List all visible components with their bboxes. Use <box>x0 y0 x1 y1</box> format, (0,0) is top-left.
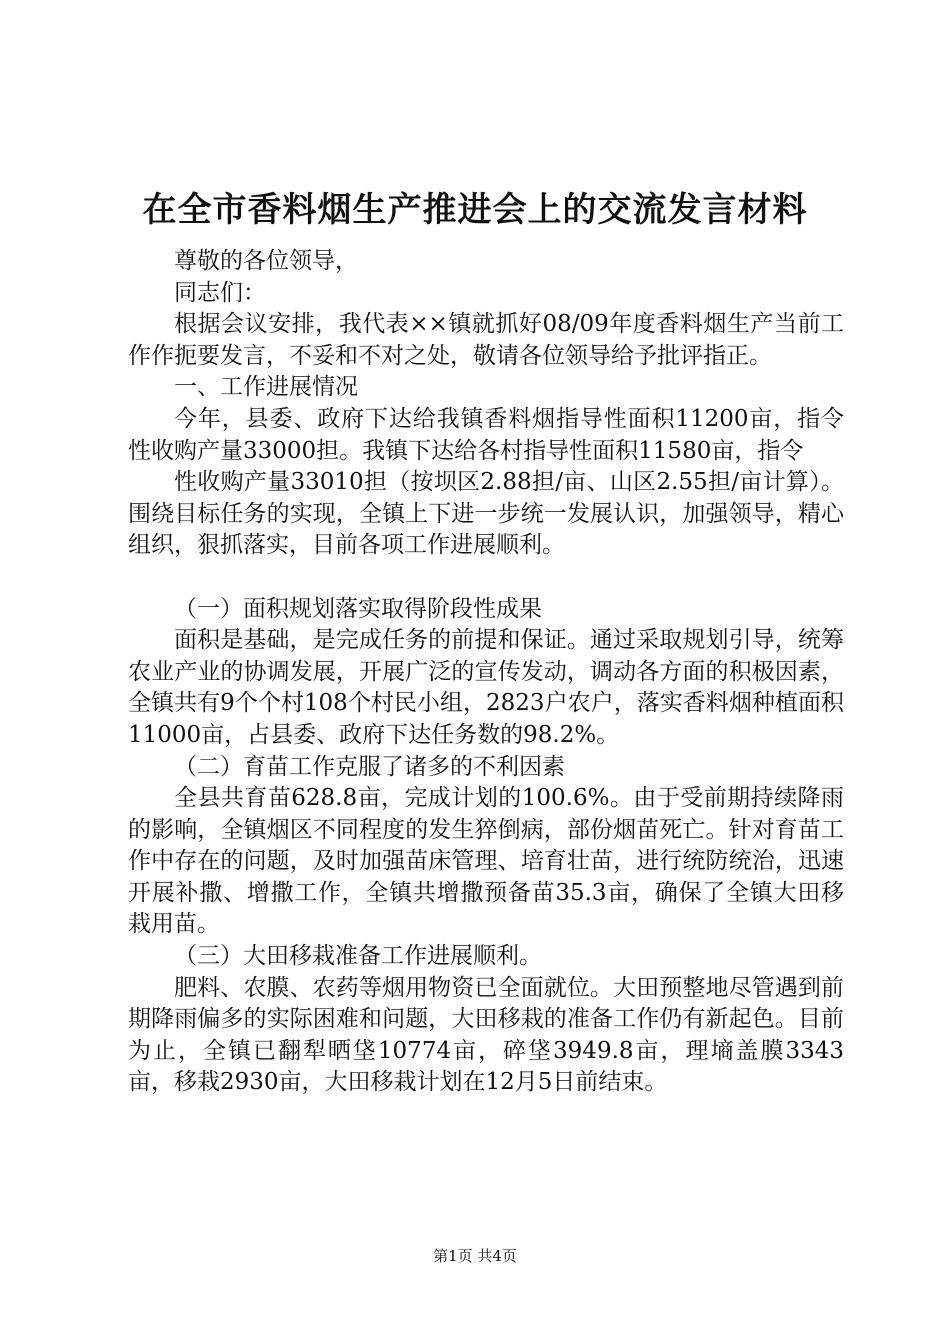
body-paragraph: 今年，县委、政府下达给我镇香料烟指导性面积11200亩，指令性收购产量33000担。我镇下达给各村指导性面积11580亩，指令 <box>128 405 844 464</box>
subsection-heading: （二）育苗工作克服了诸多的不利因素 <box>174 753 565 780</box>
section-heading: 一、工作进展情况 <box>174 374 358 401</box>
salutation-line: 尊敬的各位领导， <box>174 248 358 274</box>
body-paragraph: 面积是基础，是完成任务的前提和保证。通过采取规划引导，统筹农业产业的协调发展，开展广泛的宣传发动，调动各方面的积极因素，全镇共有9个个村108个村民小组，2823户农户，落实香料烟种植面积11000亩，占县委、政府下达任务数的98.2%。 <box>128 627 844 748</box>
body-paragraph: 性收购产量33010担（按坝区2.88担/亩、山区2.55担/亩计算）。围绕目标任务的实现，全镇上下进一步统一发展认识，加强领导，精心组织，狠抓落实，目前各项工作进展顺利。 <box>128 469 844 559</box>
subsection-heading: （一）面积规划落实取得阶段性成果 <box>174 595 542 622</box>
document-title: 在全市香料烟生产推进会上的交流发言材料 <box>142 190 808 230</box>
body-paragraph: 全县共育苗628.8亩，完成计划的100.6%。由于受前期持续降雨的影响，全镇烟区不同程度的发生猝倒病，部份烟苗死亡。针对育苗工作中存在的问题，及时加强苗床管理、培育壮苗，进行统防统治，迅速开展补撒、增撒工作，全镇共增撒预备苗35.3亩，确保了全镇大田移栽用苗。 <box>128 785 844 938</box>
body-paragraph: 肥料、农膜、农药等烟用物资已全面就位。大田预整地尽管遇到前期降雨偏多的实际困难和问题，大田移栽的准备工作仍有新起色。目前为止，全镇已翻犁晒垡10774亩，碎垡3949.8亩，理墒盖膜3343亩，移栽2930亩，大田移栽计划在12月5日前结束。 <box>128 974 844 1096</box>
document-body <box>128 246 844 1099</box>
salutation-line: 同志们： <box>174 279 266 306</box>
body-paragraph: 根据会议安排，我代表××镇就抓好08/09年度香料烟生产当前工作作扼要发言，不妥和不对之处，敬请各位领导给予批评指正。 <box>128 311 844 369</box>
subsection-heading: （三）大田移栽准备工作进展顺利。 <box>174 943 542 970</box>
page-number-footer: 第1页 共4页 <box>433 1247 517 1265</box>
